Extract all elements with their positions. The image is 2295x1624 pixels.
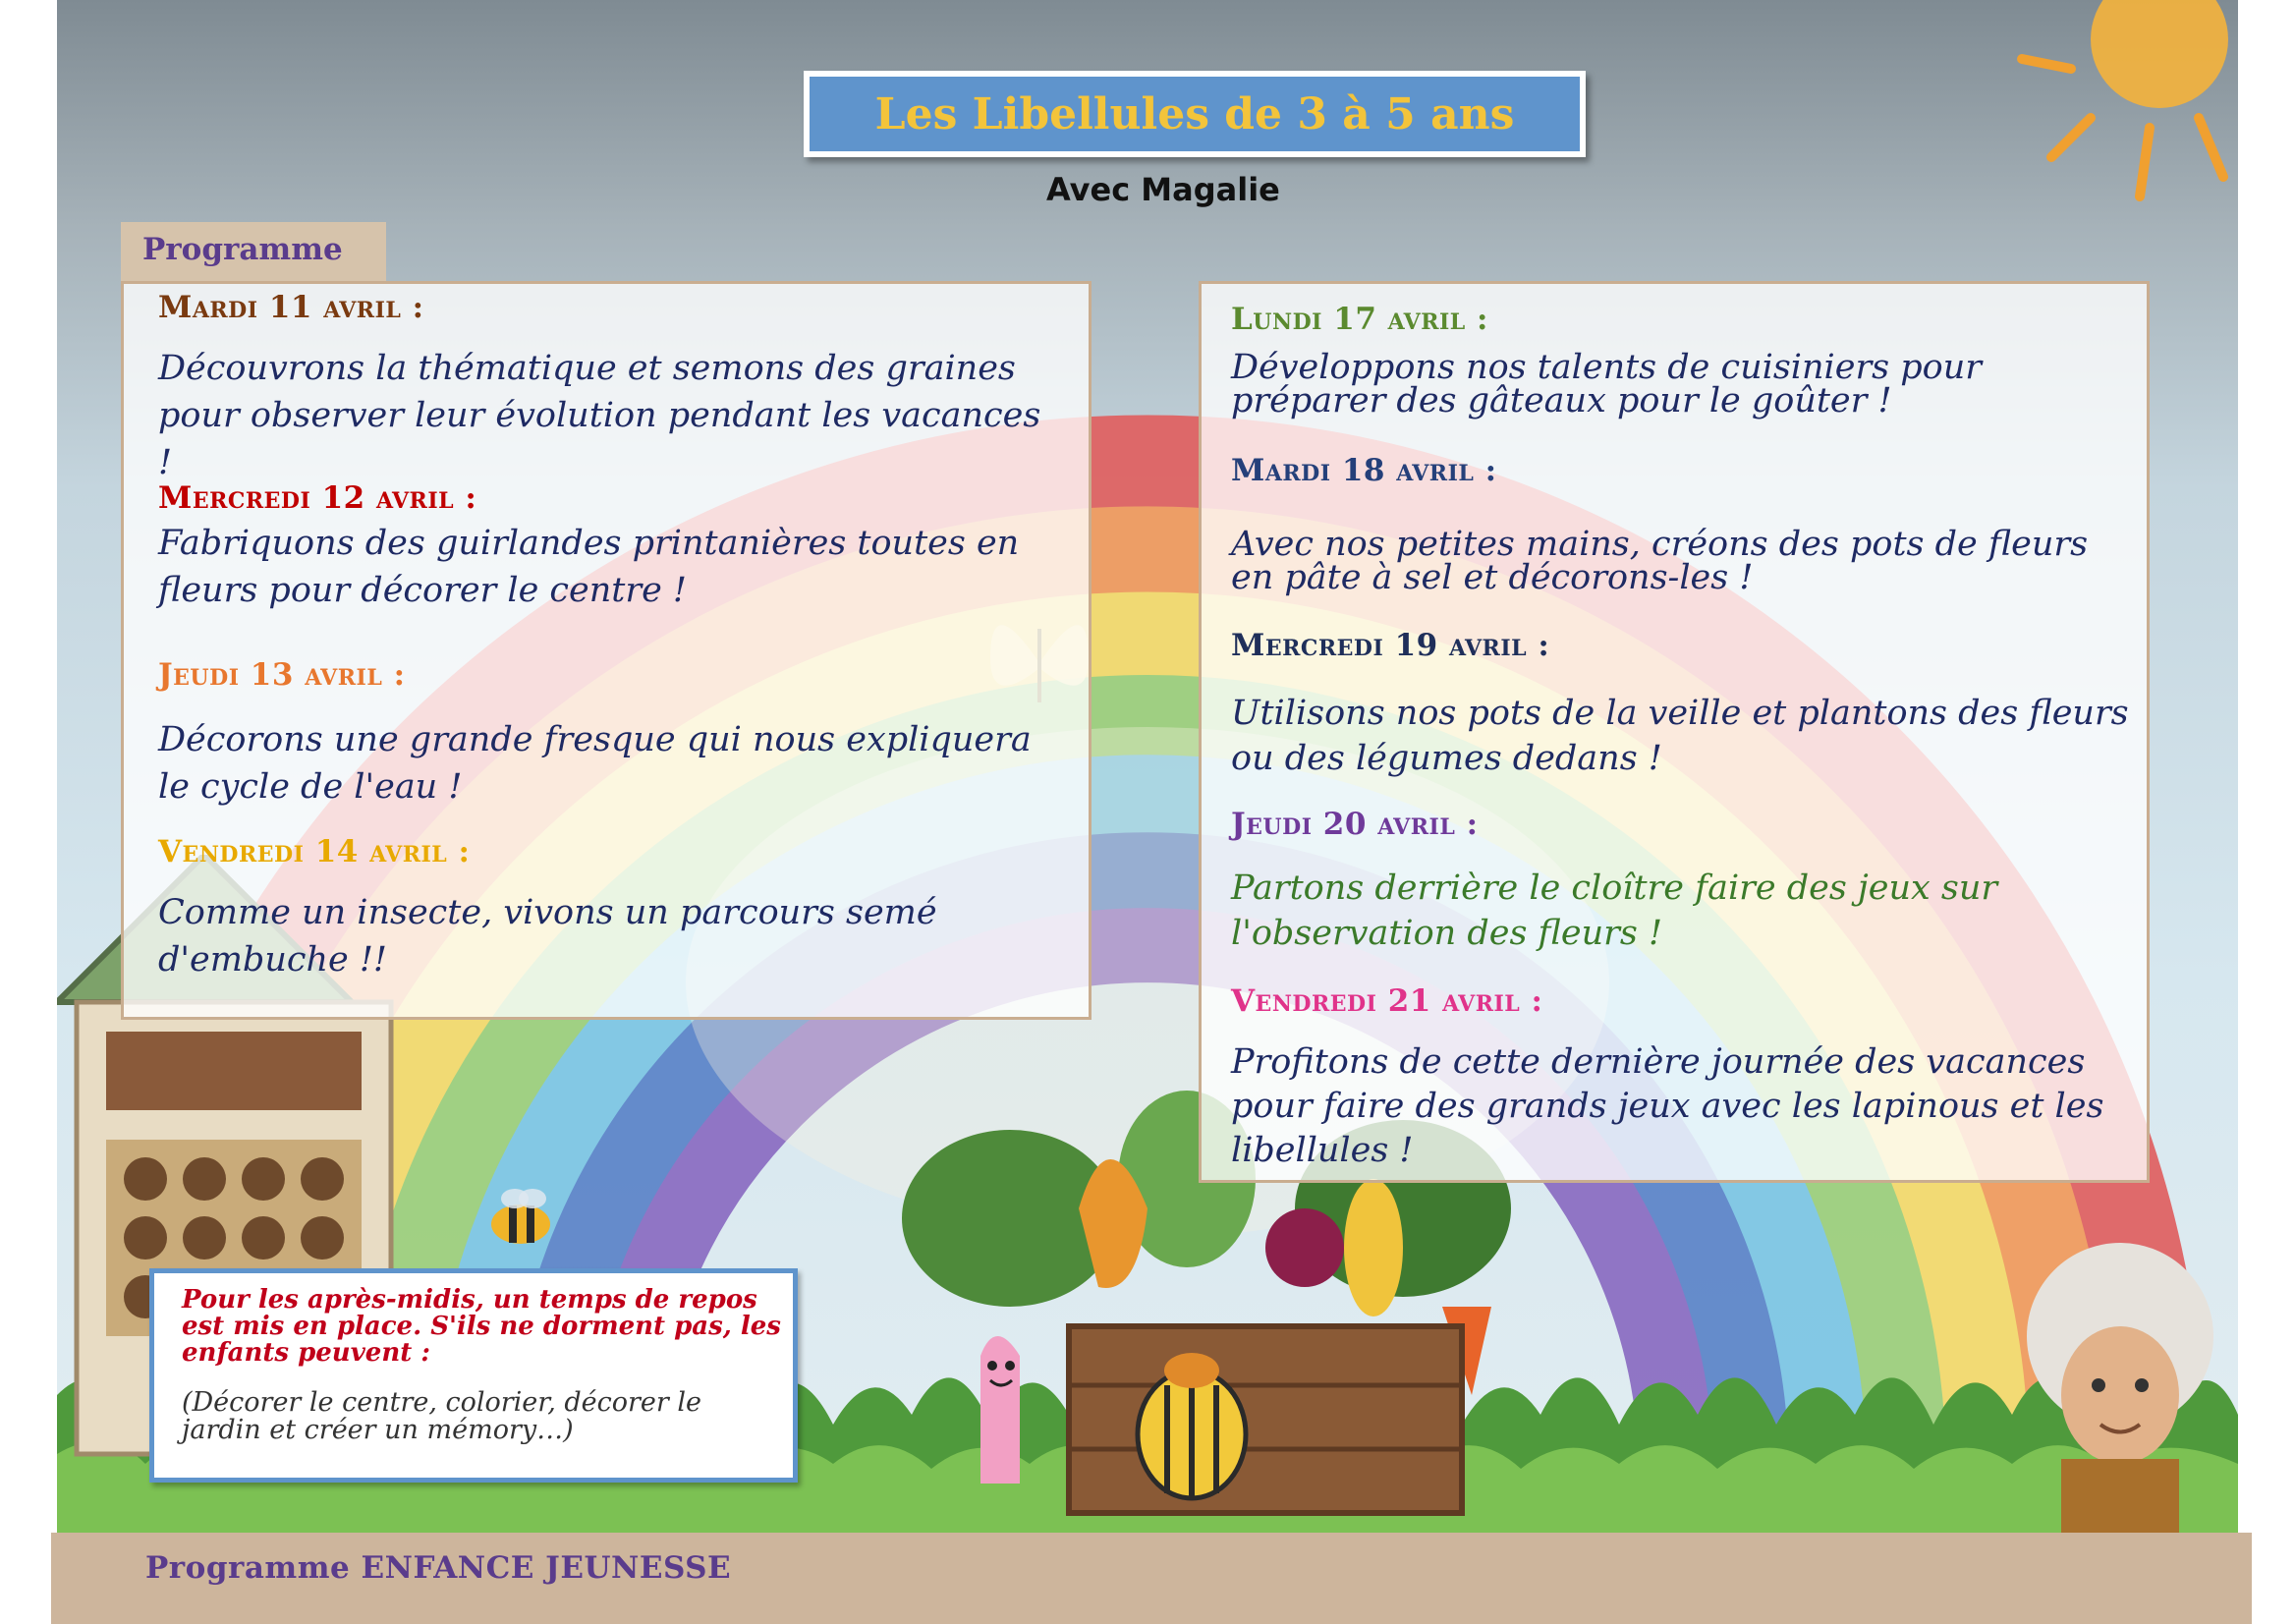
page-title: Les Libellules de 3 à 5 ans	[874, 88, 1515, 140]
activity-text: Partons derrière le cloître faire des jeux sur l'observation des fleurs !	[1231, 868, 1998, 953]
note-main-text: Pour les après-midis, un temps de repos est mis en place. S'ils ne dorment pas, les enfants peuvent :	[182, 1285, 781, 1368]
activity-text: Utilisons nos pots de la veille et plantons des fleurs ou des légumes dedans !	[1231, 694, 2129, 778]
day-label: Vendredi 14 avril :	[158, 834, 471, 869]
activity-text: Profitons de cette dernière journée des vacances pour faire des grands jeux avec les lapinous et les libellules !	[1231, 1042, 2104, 1170]
activity-text: Fabriquons des guirlandes printanières toutes en fleurs pour décorer le centre !	[158, 524, 1020, 610]
activity-text: Avec nos petites mains, créons des pots de fleurs en pâte à sel et décorons-les !	[1231, 525, 2089, 597]
day-label: Vendredi 21 avril :	[1231, 983, 1543, 1019]
day-label: Mardi 18 avril :	[1231, 453, 1497, 488]
day-label: Jeudi 13 avril :	[158, 657, 406, 693]
afternoon-note-box	[149, 1268, 798, 1483]
activity-text: Décorons une grande fresque qui nous expliquera le cycle de l'eau !	[158, 720, 1032, 807]
beetle-icon	[1118, 1336, 1265, 1503]
worm-icon	[941, 1307, 1049, 1484]
right-schedule-panel	[1199, 281, 2150, 1183]
day-label: Mercredi 12 avril :	[158, 480, 477, 516]
day-label: Jeudi 20 avril :	[1231, 807, 1479, 842]
elf-character	[2002, 1238, 2238, 1533]
programme-tab: Programme	[121, 222, 386, 283]
page-subtitle: Avec Magalie	[1046, 171, 1280, 208]
activity-text: Comme un insecte, vivons un parcours semé d'embuche !!	[158, 893, 937, 980]
footer-text: Programme ENFANCE JEUNESSE	[145, 1550, 732, 1586]
day-label: Mardi 11 avril :	[158, 290, 424, 325]
activity-text: Développons nos talents de cuisiniers pour préparer des gâteaux pour le goûter !	[1231, 348, 1983, 420]
day-label: Mercredi 19 avril :	[1231, 628, 1550, 663]
day-label: Lundi 17 avril :	[1231, 302, 1489, 337]
title-box	[804, 71, 1586, 157]
bee-icon	[481, 1179, 560, 1258]
note-detail-text: (Décorer le centre, colorier, décorer le jardin et créer un mémory…)	[182, 1387, 702, 1445]
left-schedule-panel	[121, 281, 1092, 1020]
activity-text: Découvrons la thématique et semons des graines pour observer leur évolution pendant les vacances !	[158, 349, 1041, 482]
